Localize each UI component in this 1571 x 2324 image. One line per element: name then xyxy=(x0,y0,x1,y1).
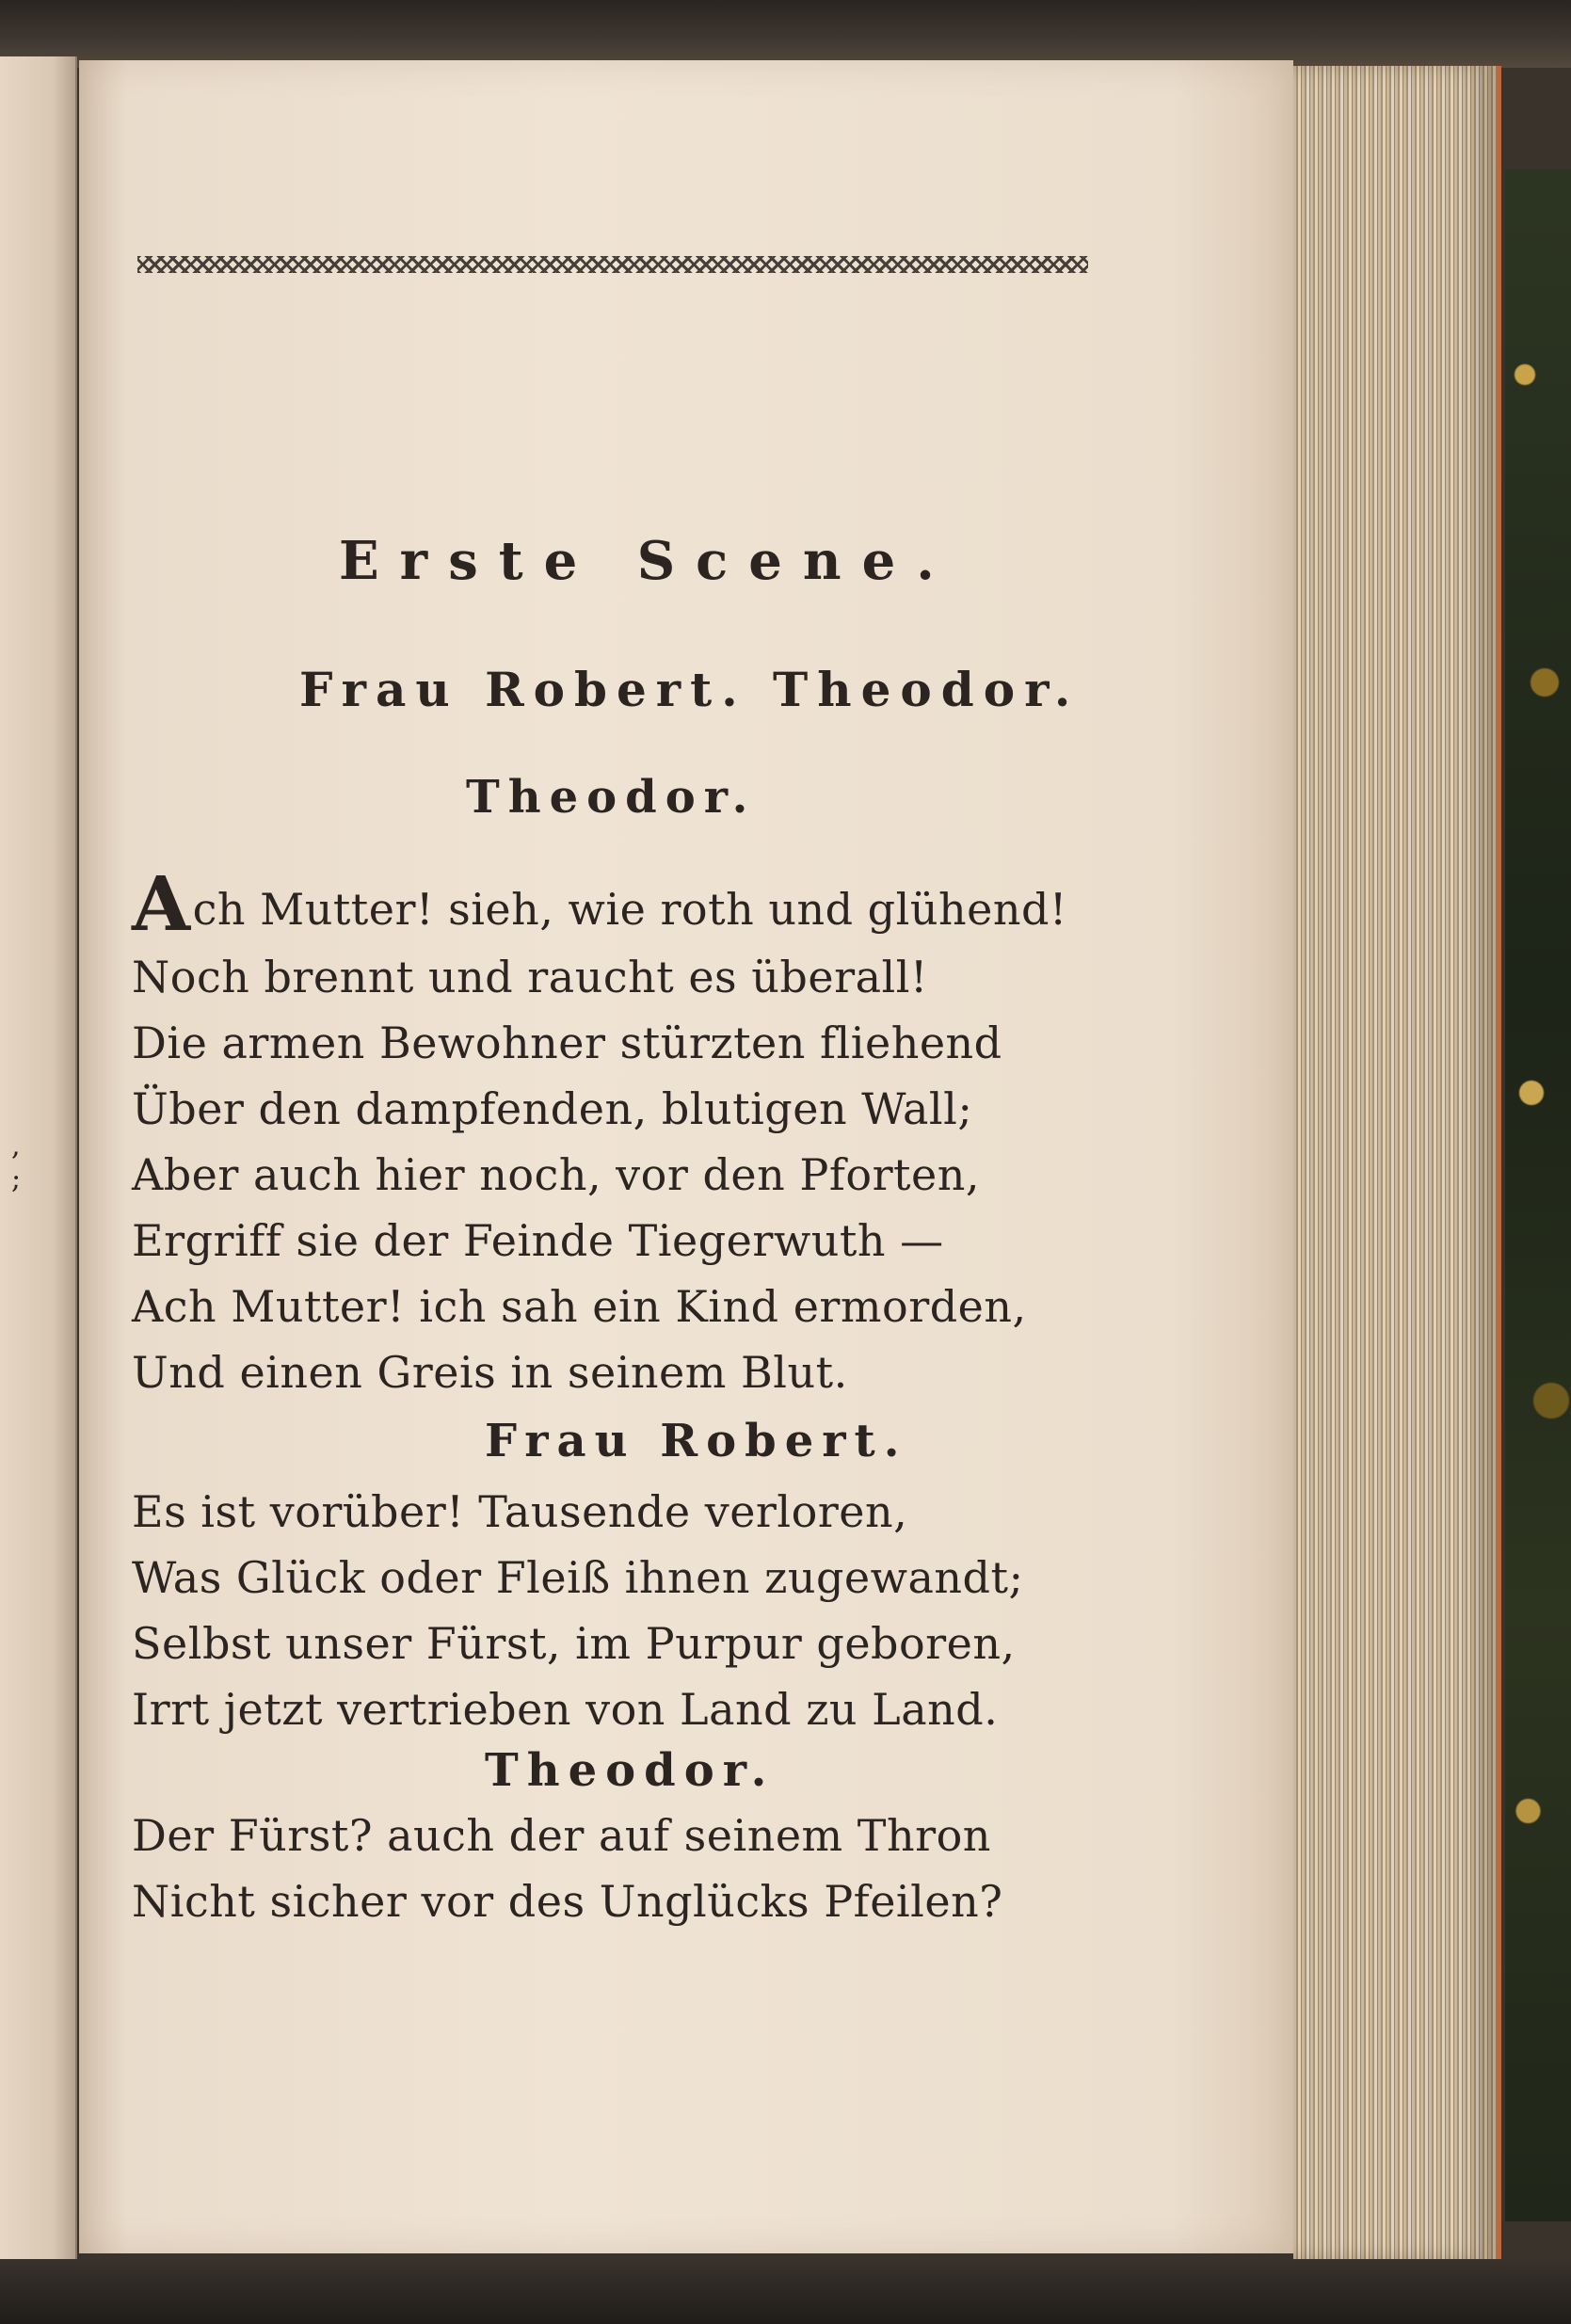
verse-line: Aber auch hier noch, vor den Pforten, xyxy=(132,1149,981,1200)
drop-cap: A xyxy=(132,859,191,948)
verse-line: Nicht sicher vor des Unglücks Pfeilen? xyxy=(132,1876,1003,1927)
verse-line xyxy=(132,859,1067,948)
verse-line: Und einen Greis in seinem Blut. xyxy=(132,1347,848,1398)
verse-line: Über den dampfenden, blutigen Wall; xyxy=(132,1083,973,1134)
verse-line: Irrt jetzt vertrieben von Land zu Land. xyxy=(132,1684,999,1735)
verse-line: Der Fürst? auch der auf seinem Thron xyxy=(132,1810,991,1861)
character-list: Frau Robert. Theodor. xyxy=(299,662,1081,717)
verse-line: Es ist vorüber! Tausende verloren, xyxy=(132,1486,908,1537)
verse-line: Ach Mutter! ich sah ein Kind ermorden, xyxy=(132,1281,1027,1332)
gutter-marks: , ; xyxy=(11,1130,22,1195)
speaker-heading: Theodor. xyxy=(466,771,757,824)
verse-line: Ergriff sie der Feinde Tiegerwuth — xyxy=(132,1215,944,1266)
verse-line-text: ch Mutter! sieh, wie roth und glühend! xyxy=(192,884,1067,935)
speaker-heading: Theodor. xyxy=(485,1744,776,1797)
verse-line: Selbst unser Fürst, im Purpur geboren, xyxy=(132,1618,1016,1669)
scene-title: Erste Scene. xyxy=(339,530,955,592)
verse-line: Die armen Bewohner stürzten fliehend xyxy=(132,1018,1002,1068)
verse-line: Noch brennt und raucht es überall! xyxy=(132,952,928,1002)
verse-line: Was Glück oder Fleiß ihnen zugewandt; xyxy=(132,1552,1024,1603)
speaker-heading: Frau Robert. xyxy=(485,1415,908,1467)
